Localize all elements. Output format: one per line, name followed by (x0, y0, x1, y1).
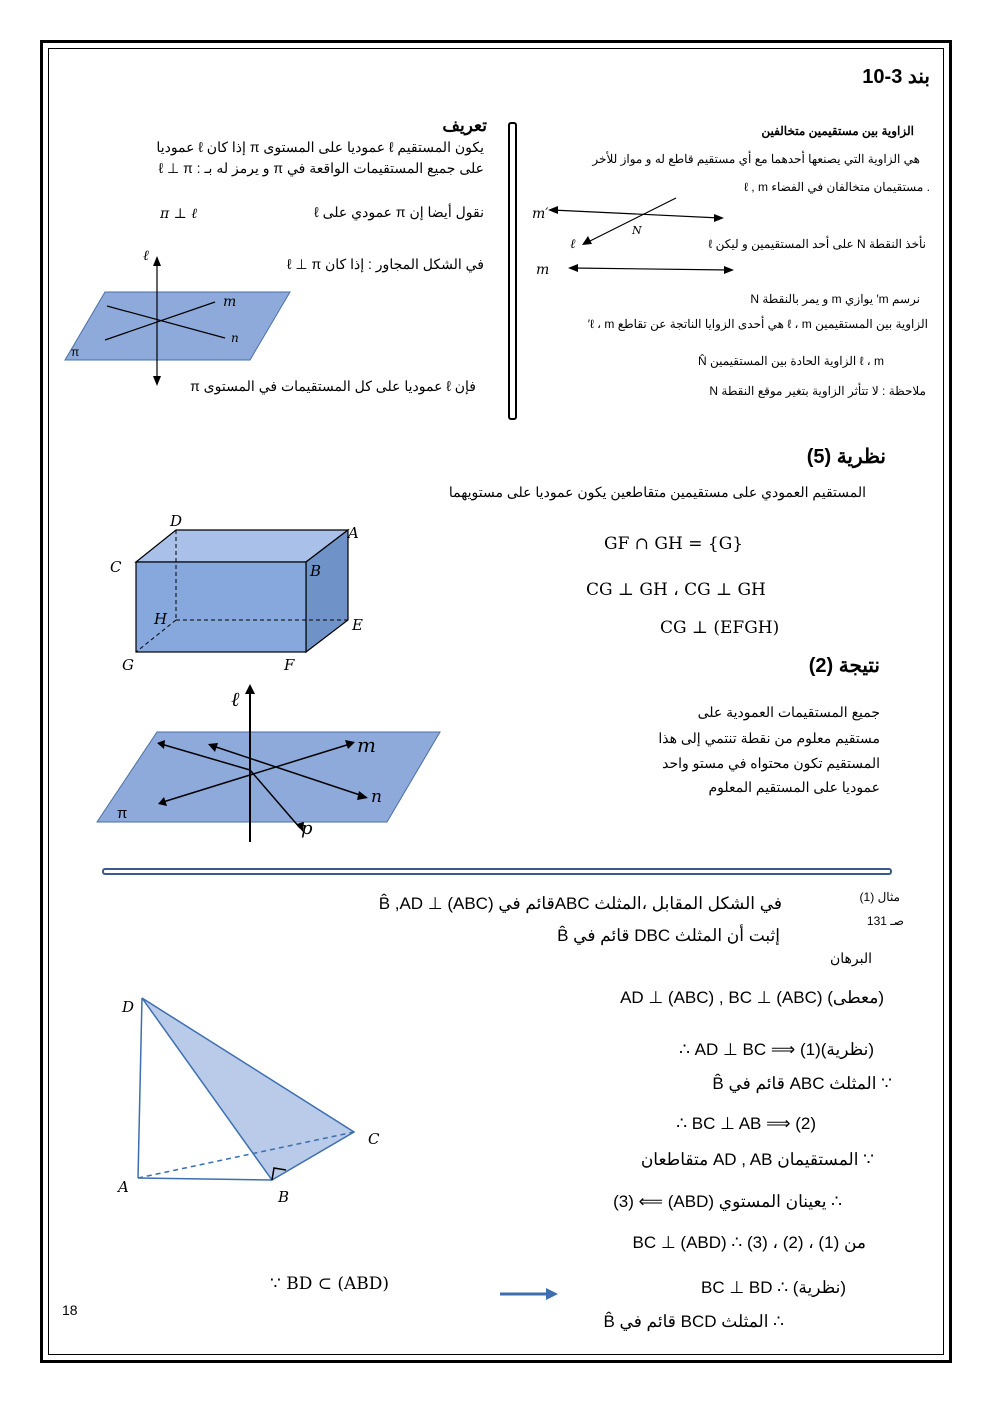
example-question-2: إثبت أن المثلث DBC قائم في B̂ (557, 926, 780, 945)
definition-symbol: π ⊥ ℓ (160, 206, 198, 222)
face-DBC (142, 998, 354, 1180)
theorem-eq-3: CG ⊥ (EFGH) (660, 618, 780, 638)
fig-label-n: n (231, 331, 239, 345)
corollary-line-4: عموديا على المستقيم المعلوم (708, 779, 880, 795)
page-number: 18 (62, 1302, 78, 1318)
vertex-B: B (310, 562, 322, 580)
definition-figure (55, 240, 315, 390)
edge-AB (138, 1178, 272, 1180)
tetrahedron-figure (110, 990, 400, 1210)
cuboid-figure (100, 510, 400, 680)
proof-line-6: ∴ يعينان المستوي (ABD) ⟸ (3) (613, 1192, 842, 1211)
arrowhead-icon (714, 214, 724, 222)
theorem-text: المستقيم العمودي على مستقيمين متقاطعين يكون عموديا على مستويهما (448, 484, 866, 500)
skew-line-7: ملاحظة : لا تتأثر الزاوية بتغير موقع النقطة N (709, 384, 926, 398)
arrowhead-icon (548, 206, 558, 214)
cuboid-front-face (136, 562, 306, 652)
fig-label-l: ℓ (231, 687, 240, 711)
theorem-title: نظرية (5) (806, 446, 886, 468)
proof-line-3: ∵ المثلث ABC قائم في B̂ (712, 1074, 892, 1093)
vertex-A: A (118, 1178, 129, 1196)
theorem-eq-1: GF ∩ GH = {G} (604, 534, 744, 554)
fig-label-m-prime: m′ (532, 206, 549, 222)
definition-line-4: في الشكل المجاور : إذا كان ℓ ⊥ π (286, 256, 484, 272)
fig-label-pi: π (117, 805, 128, 822)
plane-pi (97, 732, 440, 822)
arrowhead-icon (153, 376, 161, 386)
fig-label-l: ℓ (570, 237, 576, 252)
skew-line-1: هي الزاوية التي يصنعها أحدهما مع أي مستقيم قاطع له و مواز للأخر (592, 152, 920, 166)
proof-line-4: ∴ BC ⊥ AB ⟹ (2) (676, 1114, 816, 1133)
arrowhead-icon (245, 684, 255, 694)
column-separator (508, 122, 517, 420)
definition-line-3: نقول أيضا إن π عمودي على ℓ (314, 204, 484, 220)
corollary-title: نتيجة (2) (808, 655, 880, 677)
vertex-C: C (368, 1130, 380, 1148)
example-page-ref: صـ 131 (866, 914, 904, 928)
corollary-line-2: مستقيم معلوم من نقطة تنتمي إلى هذا (658, 730, 880, 746)
proof-line-9: ∴ المثلث BCD قائم في B̂ (603, 1312, 784, 1331)
skew-title: الزاوية بين مستقيمين متخالفين (761, 124, 914, 138)
skew-figure (530, 196, 730, 286)
fig-label-m: m (357, 733, 376, 757)
fig-label-N: N (632, 224, 642, 237)
definition-title: تعريف (442, 116, 487, 135)
proof-line-7: من (1) ، (2) ، (3) ∴ BC ⊥ (ABD) (632, 1233, 866, 1252)
fig-label-m: m (223, 294, 237, 310)
corollary-line-3: المستقيم تكون محتواه في مستو واحد (662, 755, 880, 771)
skew-line-6: N̂ الزاوية الحادة بين المستقيمين ℓ ، m (697, 354, 884, 368)
proof-line-8a: ∵ BD ⊂ (ABD) (270, 1274, 390, 1294)
section-title: بند 3-10 (862, 66, 930, 88)
arrowhead-icon (153, 256, 161, 266)
fig-label-m: m (536, 262, 550, 278)
definition-line-1: يكون المستقيم ℓ عموديا على المستوى π إذا كان ℓ عموديا (156, 139, 484, 155)
definition-line-5: فإن ℓ عموديا على كل المستقيمات في المستوى π (190, 378, 476, 394)
section-separator (102, 868, 892, 875)
proof-line-8b: (نظرية) ∴ BC ⊥ BD (701, 1278, 846, 1297)
skew-line-3: نأخذ النقطة N على أحد المستقيمين و ليكن ℓ (708, 237, 926, 251)
line-m-prime (552, 210, 720, 218)
implies-arrow-icon (500, 1286, 560, 1302)
edge-DA (138, 998, 142, 1178)
skew-line-5: الزاوية بين المستقيمين ℓ ، m هي أحدى الزوايا الناتجة عن تقاطع ℓ ، m′ (587, 317, 928, 331)
vertex-D: D (122, 998, 135, 1016)
theorem-eq-2: CG ⊥ GH ، CG ⊥ GH (586, 580, 766, 600)
vertex-H: H (154, 610, 168, 628)
proof-line-5: ∵ المستقيمان AD , AB متقاطعان (640, 1150, 874, 1169)
arrowhead-icon (568, 264, 578, 272)
definition-line-2: على جميع المستقيمات الواقعة في π و يرمز له بـ : ℓ ⊥ π (158, 160, 484, 176)
skew-line-2: ℓ , m مستقيمان متخالفان في الفضاء . (744, 180, 930, 194)
vertex-B: B (278, 1188, 290, 1206)
vertex-F: F (284, 656, 295, 674)
example-label: مثال (1) (859, 890, 900, 904)
fig-label-p: p (301, 818, 313, 839)
corollary-line-1: جميع المستقيمات العمودية على (697, 704, 880, 720)
line-m (572, 268, 730, 270)
fig-label-pi: π (71, 345, 80, 359)
corollary-figure (95, 680, 455, 850)
proof-line-1: (معطى) AD ⊥ (ABC) , BC ⊥ (ABC) (620, 988, 884, 1007)
fig-label-n: n (371, 787, 382, 807)
proof-line-2: (نظرية)(1) ⟹ AD ⊥ BC ∴ (679, 1040, 874, 1059)
vertex-C: C (110, 558, 122, 576)
vertex-D: D (170, 512, 183, 530)
vertex-G: G (122, 656, 134, 674)
example-question-1: في الشكل المقابل ،المثلث ABCقائم في B̂ ,AD ⊥ (ABC) (378, 894, 782, 913)
plane-pi (65, 292, 290, 360)
vertex-A: A (348, 524, 359, 542)
proof-title: البرهان (829, 950, 872, 966)
fig-label-l: ℓ (143, 248, 149, 264)
vertex-E: E (352, 616, 363, 634)
skew-line-4: نرسم m′ يوازي m و يمر بالنقطة N (750, 292, 920, 306)
